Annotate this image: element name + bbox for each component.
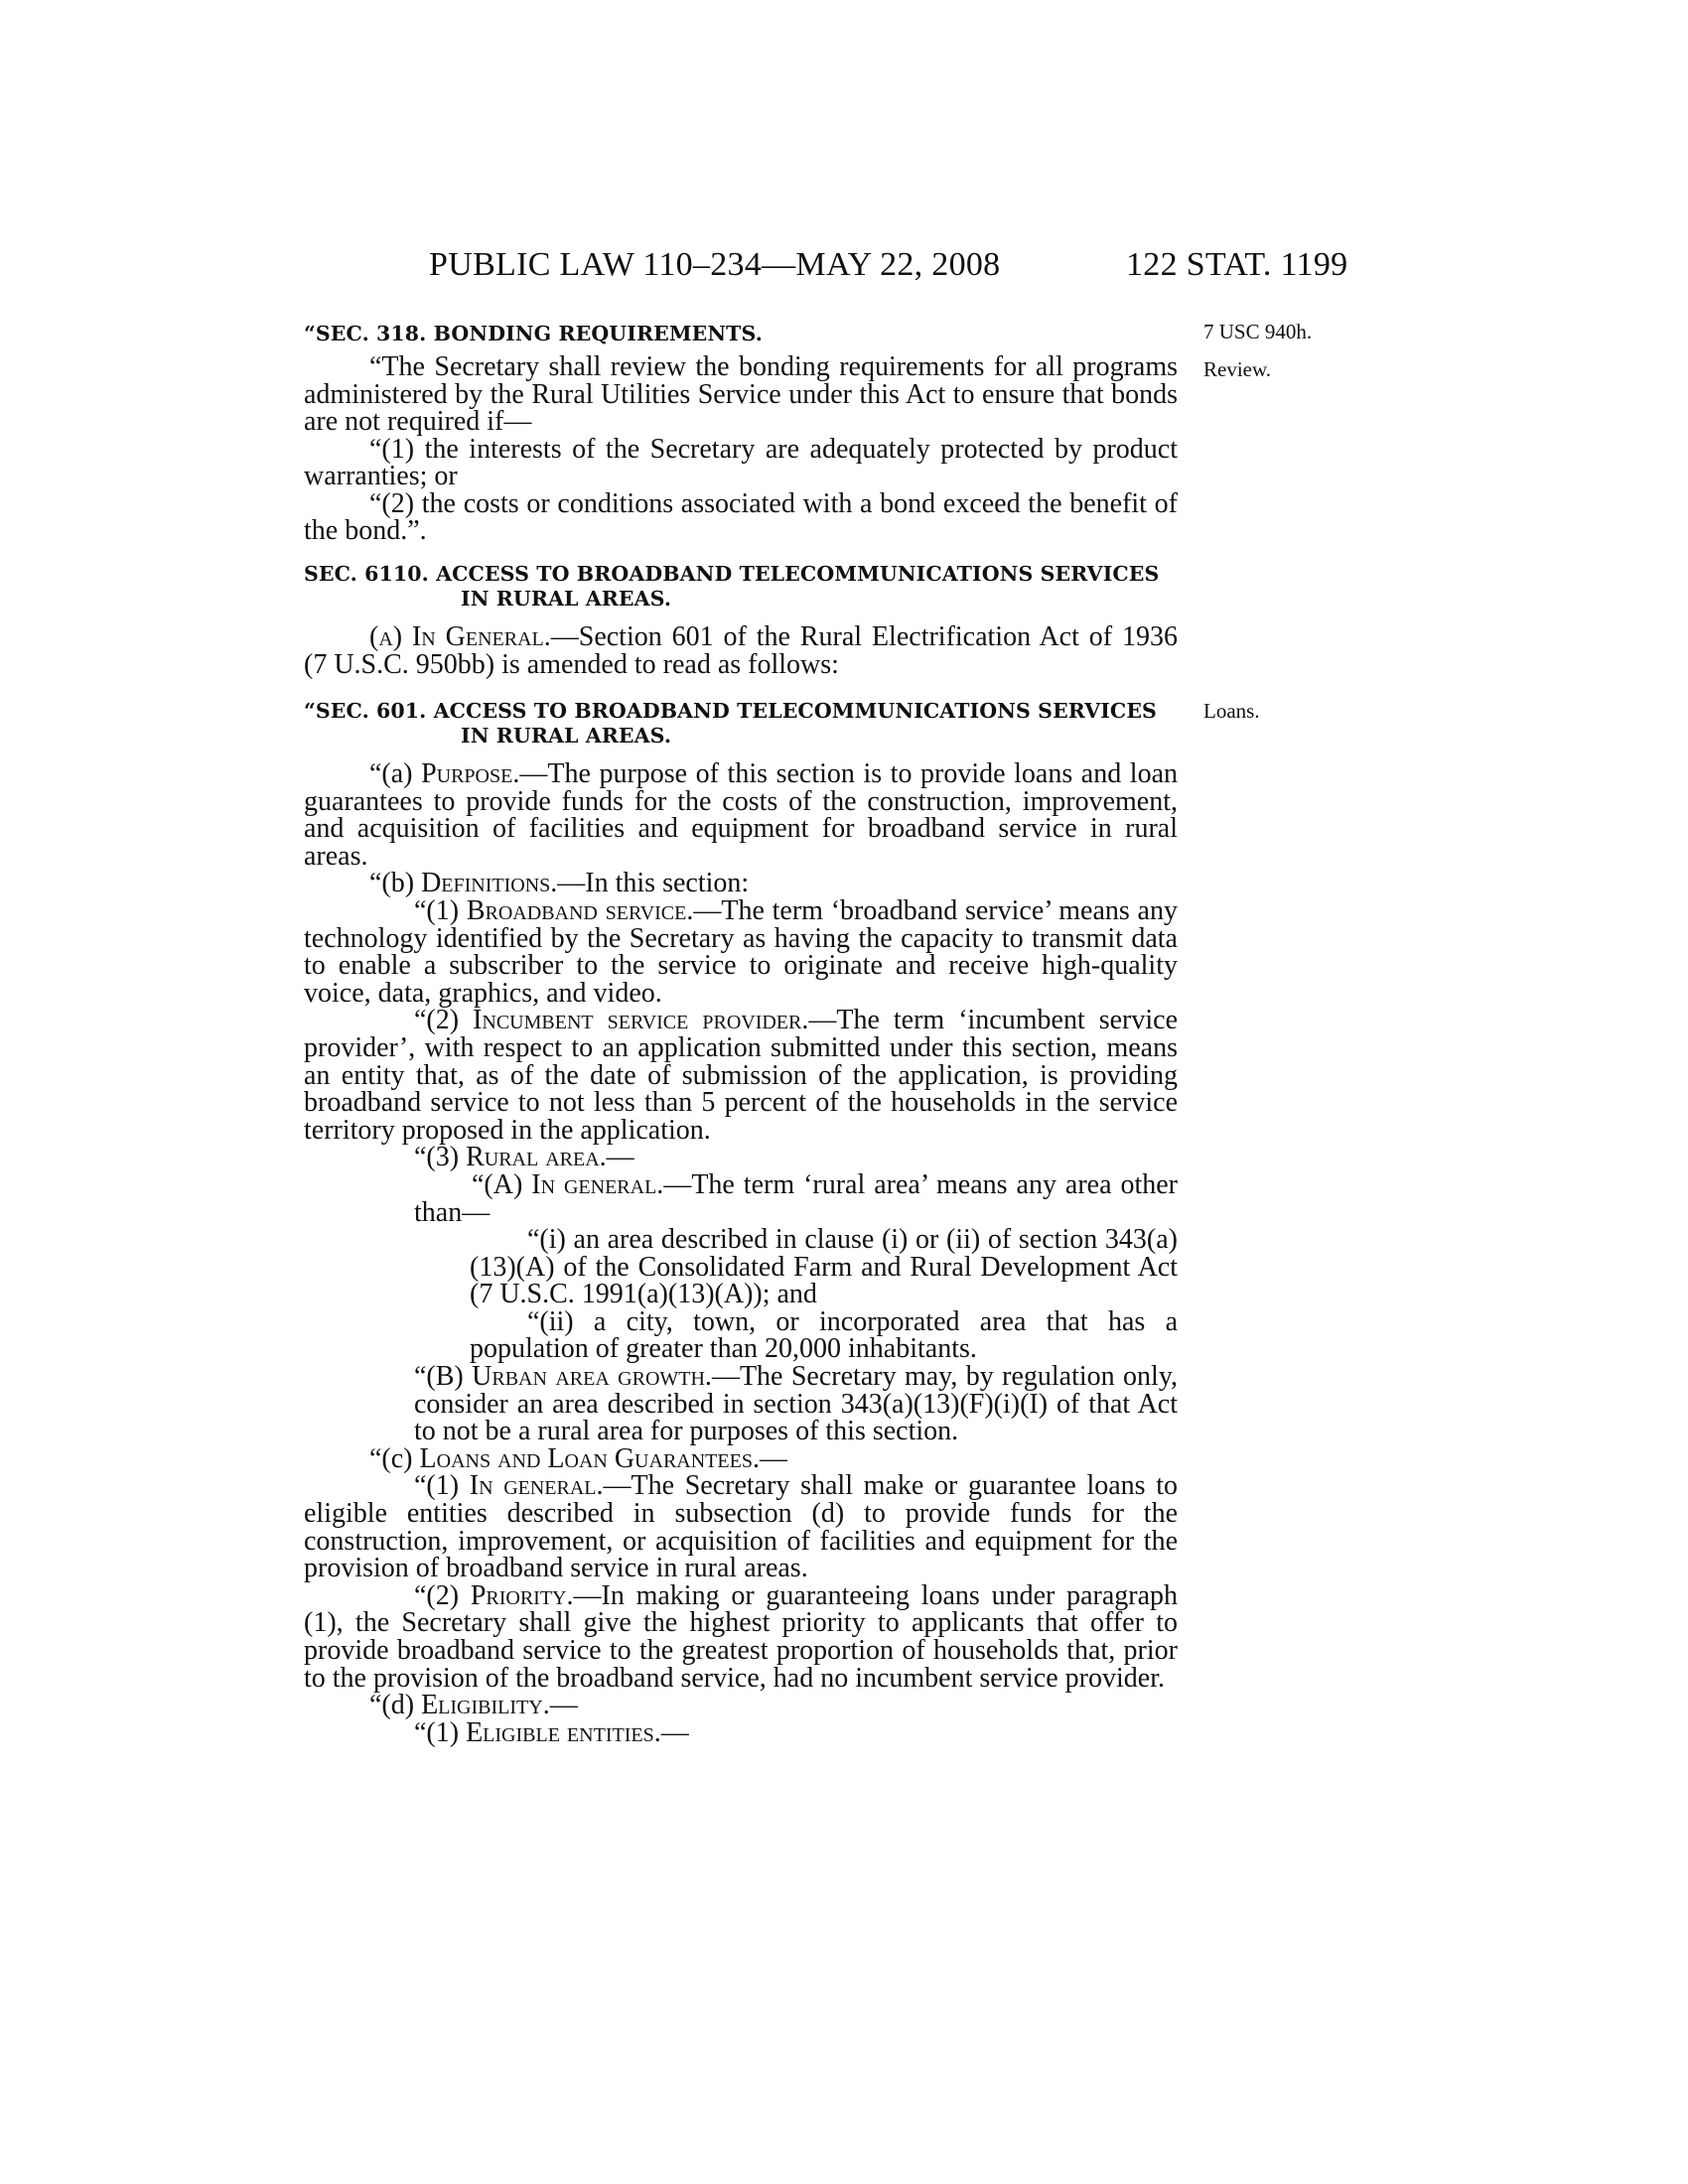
sec601-c2-label: Priority. (470, 1579, 574, 1611)
sec6110-body (304, 623, 1178, 678)
sec601-d1-open: “(1) (414, 1716, 467, 1748)
sec601-a-open: “(a) (369, 758, 422, 789)
sec601-b-paragraph-3 (304, 1144, 1178, 1171)
sec601-subsection-c (304, 1442, 1178, 1474)
sec601-b1-label: Broadband service. (466, 894, 694, 926)
sec601-b3A-open: “(A) (472, 1168, 532, 1200)
sec601-d-label: Eligibility. (421, 1690, 550, 1721)
sec601-b3-subparagraph-B (304, 1363, 1178, 1445)
sec318-intro: “The Secretary shall review the bonding requirements for all programs administered by the Rural Utilities Service under this Act to ensure that bonds are not required if— (304, 351, 1178, 437)
sec318-body (304, 353, 1178, 545)
sec601-d-paragraph-1 (304, 1716, 1178, 1748)
sec318-heading: “SEC. 318. BONDING REQUIREMENTS. (304, 322, 763, 345)
sec601-c-paragraph-1 (304, 1470, 1178, 1584)
sec601-d-text: — (549, 1690, 578, 1721)
sec601-b3B-open: “(B) (414, 1361, 473, 1393)
sec601-c2-text: —In making or guaranteeing loans under paragraph (1), the Secretary shall give the highest priority to applicants that offer to provide broadband service to the greatest proportion of households that, prior to the provision of the broadband service, had no incumbent service provider. (304, 1579, 1179, 1694)
sec601-b-label: Definitions. (421, 868, 558, 899)
sec601-c-paragraph-2 (304, 1579, 1179, 1694)
margin-note-usc: 7 USC 940h. (1203, 320, 1313, 343)
sec318-item-1: “(1) the interests of the Secretary are adequately protected by product warranties; or (304, 433, 1178, 491)
sec6110-heading-line1: SEC. 6110. ACCESS TO BROADBAND TELECOMMUNICATIONS SERVICES (304, 562, 1160, 586)
sec6110-a-text: —Section 601 of the Rural Electrification Act of 1936 (7 U.S.C. 950bb) is amended to read as follows: (304, 621, 1178, 680)
sec601-b3-subparagraph-A (304, 1168, 1178, 1228)
sec601-d1-text: — (660, 1716, 689, 1748)
sec601-heading-line1: “SEC. 601. ACCESS TO BROADBAND TELECOMMUNICATIONS SERVICES (304, 699, 1157, 723)
margin-note-review: Review. (1203, 357, 1272, 381)
sec601-b3A-clause-i: “(i) an area described in clause (i) or (ii) of section 343(a)(13)(A) of the Consolidated Farm and Rural Development Act (7 U.S.C. 1991(a)(13)(A)); and (470, 1224, 1178, 1310)
sec601-heading (304, 699, 1178, 749)
sec601-c1-text: —The Secretary shall make or guarantee loans to eligible entities described in subsection (d) to provide funds for the construction, improvement, or acquisition of facilities and equipment for the provision of broadband service in rural areas. (304, 1470, 1178, 1584)
sec601-c-text: — (759, 1442, 787, 1474)
sec601-b-paragraph-1 (304, 894, 1178, 1009)
sec601-b3A-label: In general. (531, 1168, 664, 1200)
sec601-b-paragraph-2 (304, 1007, 1178, 1144)
sec601-b2-text: —The term ‘incumbent service provider’, with respect to an application submitted under this section, means an entity that, as of the date of submission of the application, is providing broadband service to not less than 5 percent of the households in the service territory proposed in the application. (304, 1005, 1178, 1146)
sec601-d-open: “(d) (369, 1690, 422, 1721)
sec601-b3B-label: Urban area growth. (472, 1361, 712, 1393)
sec601-b3A-clause-ii: “(ii) a city, town, or incorporated area that has a population of greater than 20,000 inhabitants. (470, 1305, 1178, 1365)
sec601-b2-open: “(2) (414, 1005, 474, 1036)
sec6110-heading (304, 562, 1178, 612)
sec318-item-2: “(2) the costs or conditions associated with a bond exceed the benefit of the bond.”. (304, 487, 1178, 546)
margin-note-loans: Loans. (1203, 699, 1260, 723)
sec601-a-text: —The purpose of this section is to provide loans and loan guarantees to provide funds for the costs of the construction, improvement, and acquisition of facilities and equipment for broadband service in rural areas. (304, 758, 1178, 872)
sec601-b3-text: — (606, 1142, 634, 1173)
sec601-d1-label: Eligible entities. (466, 1716, 661, 1748)
sec6110-subsection-a (304, 623, 1178, 678)
sec601-c-open: “(c) (369, 1442, 420, 1474)
sec601-b-text: —In this section: (557, 868, 750, 899)
sec601-c2-open: “(2) (414, 1579, 471, 1611)
sec601-c1-label: In general. (469, 1470, 604, 1502)
sec601-subsection-b (304, 870, 1178, 897)
sec601-heading-line2: IN RURAL AREAS. (461, 724, 672, 748)
sec601-body (304, 760, 1178, 1746)
sec601-b3-label: Rural area. (466, 1142, 607, 1173)
sec601-subsection-d (304, 1692, 1178, 1719)
sec601-subsection-a (304, 760, 1178, 870)
sec601-b3-open: “(3) (414, 1142, 467, 1173)
running-header-title: PUBLIC LAW 110–234—MAY 22, 2008 (429, 246, 1001, 283)
sec601-b2-label: Incumbent service provider. (473, 1005, 809, 1036)
sec601-b-open: “(b) (369, 868, 422, 899)
sec601-a-label: Purpose. (421, 758, 520, 789)
running-header-page-number: 122 STAT. 1199 (1126, 246, 1348, 283)
sec6110-heading-line2: IN RURAL AREAS. (461, 587, 672, 611)
sec601-c1-open: “(1) (414, 1470, 470, 1502)
sec6110-a-label: (a) In General. (369, 621, 551, 652)
sec601-b3B-text: —The Secretary may, by regulation only, consider an area described in section 343(a)(13)(F)(i)(I) of that Act to not be a rural area for purposes of this section. (414, 1361, 1178, 1447)
sec601-b3A-text: —The term ‘rural area’ means any area other than— (414, 1168, 1178, 1228)
sec601-b1-text: —The term ‘broadband service’ means any technology identified by the Secretary as having the capacity to transmit data to enable a subscriber to the service to originate and receive high-quality voice, data, graphics, and video. (304, 894, 1178, 1009)
sec601-b1-open: “(1) (414, 894, 467, 926)
sec601-c-label: Loans and Loan Guarantees. (419, 1442, 760, 1474)
